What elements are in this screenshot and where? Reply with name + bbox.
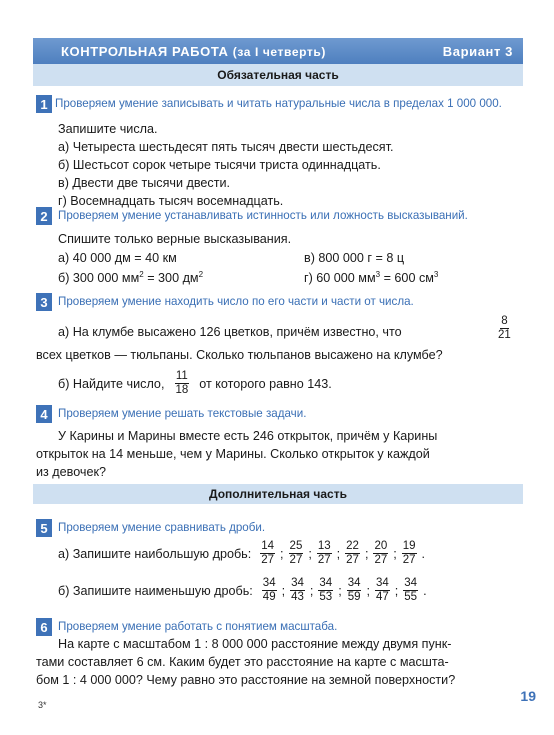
fraction bbox=[290, 577, 305, 604]
fraction bbox=[403, 577, 418, 604]
task-3-b-pre: б) Найдите число, bbox=[58, 376, 165, 391]
denominator: 27 bbox=[317, 554, 331, 566]
denominator: 43 bbox=[291, 591, 304, 603]
fraction bbox=[373, 540, 388, 567]
fraction bbox=[289, 540, 304, 567]
separator: ; bbox=[308, 546, 312, 561]
denominator: 27 bbox=[374, 554, 388, 566]
numerator: 34 bbox=[262, 577, 276, 589]
header-variant: Вариант 3 bbox=[442, 43, 513, 59]
task-1-line: б) Шестьсот сорок четыре тысячи триста одиннадцать. bbox=[58, 158, 381, 172]
task-2-g bbox=[304, 270, 438, 285]
header-quarter: (за I четверть) bbox=[232, 44, 326, 59]
task-3-b-post: от которого равно 143. bbox=[199, 376, 332, 391]
denominator: 27 bbox=[261, 554, 275, 566]
task-5-title: Проверяем умение сравнивать дроби. bbox=[58, 521, 266, 534]
fraction bbox=[260, 540, 275, 567]
task-5-b-fractions bbox=[261, 577, 431, 604]
numerator: 34 bbox=[291, 577, 304, 589]
task-6-line: На карте с масштабом 1 : 8 000 000 расстояние между двумя пунк- bbox=[58, 637, 452, 651]
separator: ; bbox=[336, 546, 341, 561]
task-2-g-left: г) 60 000 мм bbox=[304, 271, 376, 286]
superscript: 2 bbox=[198, 270, 204, 279]
task-5-a-text: а) Запишите наибольшую дробь: bbox=[58, 546, 252, 561]
task-3-b-line bbox=[58, 370, 332, 397]
separator: ; bbox=[393, 546, 397, 561]
fraction bbox=[347, 577, 362, 604]
numerator: 8 bbox=[501, 315, 508, 327]
task-4-title: Проверяем умение решать текстовые задачи. bbox=[58, 407, 307, 420]
task-2-b-right: = 300 дм bbox=[143, 271, 199, 286]
task-3-a-fraction bbox=[497, 315, 512, 342]
task-4-line: открыток на 14 меньше, чем у Марины. Сколько открыток у каждой bbox=[36, 447, 430, 461]
task-3-a-line2: всех цветков — тюльпаны. Сколько тюльпанов высажено на клумбе? bbox=[36, 348, 443, 362]
task-2-b-left: б) 300 000 мм bbox=[58, 271, 140, 286]
numerator: 25 bbox=[289, 540, 303, 552]
task-5-a bbox=[58, 540, 429, 567]
fraction bbox=[345, 540, 360, 567]
task-2-intro: Спишите только верные высказывания. bbox=[58, 232, 292, 246]
section-required-label: Обязательная часть bbox=[217, 68, 339, 82]
separator: . bbox=[423, 583, 427, 598]
denominator: 27 bbox=[289, 554, 303, 566]
task-4-line: У Карины и Марины вместе есть 246 открыток, причём у Карины bbox=[58, 429, 438, 443]
task-1-line: г) Восемнадцать тысяч восемнадцать. bbox=[58, 194, 284, 208]
task-4-number: 4 bbox=[36, 405, 52, 423]
numerator: 34 bbox=[319, 577, 333, 589]
separator: . bbox=[421, 546, 426, 561]
task-2-title: Проверяем умение устанавливать истинность или ложность высказываний. bbox=[58, 209, 468, 222]
section-extra-band bbox=[33, 484, 523, 504]
numerator: 22 bbox=[346, 540, 359, 552]
denominator: 49 bbox=[262, 591, 276, 603]
page-number: 19 bbox=[520, 688, 536, 704]
numerator: 34 bbox=[375, 577, 389, 589]
task-6-line: бом 1 : 4 000 000? Чему равно это расстояние на земной поверхности? bbox=[36, 673, 456, 687]
task-5-b-text: б) Запишите наименьшую дробь: bbox=[58, 583, 253, 598]
task-1-line: Запишите числа. bbox=[58, 122, 158, 136]
task-3-b-fraction bbox=[174, 370, 189, 397]
denominator: 59 bbox=[347, 591, 361, 603]
numerator: 20 bbox=[374, 540, 388, 552]
separator: ; bbox=[309, 583, 314, 598]
task-3-a-line1 bbox=[58, 325, 402, 339]
denominator: 53 bbox=[319, 591, 333, 603]
task-5-a-fractions bbox=[259, 540, 429, 567]
task-6-number: 6 bbox=[36, 618, 52, 636]
denominator: 47 bbox=[375, 591, 389, 603]
task-3-title: Проверяем умение находить число по его части и части от числа. bbox=[58, 295, 414, 308]
separator: ; bbox=[394, 583, 399, 598]
task-3-number: 3 bbox=[36, 293, 52, 311]
task-5-number: 5 bbox=[36, 519, 52, 537]
section-extra-label: Дополнительная часть bbox=[209, 487, 347, 501]
header-title: КОНТРОЛЬНАЯ РАБОТА bbox=[61, 43, 229, 59]
task-3-a-text: а) На клумбе высажено 126 цветков, причём известно, что bbox=[58, 325, 402, 339]
superscript: 2 bbox=[139, 270, 144, 279]
denominator: 21 bbox=[498, 329, 511, 341]
denominator: 27 bbox=[402, 554, 416, 566]
superscript: 3 bbox=[433, 270, 439, 279]
task-1-line: в) Двести две тысячи двести. bbox=[58, 176, 230, 190]
numerator: 19 bbox=[402, 540, 416, 552]
denominator: 27 bbox=[346, 554, 359, 566]
separator: ; bbox=[364, 546, 369, 561]
task-1-line: а) Четыреста шестьдесят пять тысяч двести шестьдесят. bbox=[58, 140, 394, 154]
denominator: 18 bbox=[175, 384, 189, 396]
numerator: 34 bbox=[347, 577, 361, 589]
numerator: 14 bbox=[261, 540, 275, 552]
separator: ; bbox=[366, 583, 370, 598]
task-2-v: в) 800 000 г = 8 ц bbox=[304, 251, 405, 265]
task-5-b bbox=[58, 577, 431, 604]
superscript: 3 bbox=[375, 270, 381, 279]
task-2-a: а) 40 000 дм = 40 км bbox=[58, 251, 177, 265]
header-title-group bbox=[61, 44, 326, 59]
section-required-band bbox=[33, 64, 523, 86]
task-2-number: 2 bbox=[36, 207, 52, 225]
separator: ; bbox=[280, 546, 284, 561]
fraction bbox=[375, 577, 390, 604]
footnote-marker: 3* bbox=[38, 700, 47, 710]
separator: ; bbox=[338, 583, 342, 598]
task-2-b bbox=[58, 270, 203, 285]
numerator: 11 bbox=[175, 370, 188, 382]
task-2-g-right: = 600 см bbox=[380, 271, 434, 286]
numerator: 13 bbox=[317, 540, 331, 552]
task-1-title: Проверяем умение записывать и читать натуральные числа в пределах 1 000 000. bbox=[55, 97, 502, 110]
denominator: 55 bbox=[404, 591, 418, 603]
fraction bbox=[317, 540, 332, 567]
fraction bbox=[402, 540, 417, 567]
task-4-line: из девочек? bbox=[36, 465, 107, 479]
numerator: 34 bbox=[404, 577, 418, 589]
fraction bbox=[262, 577, 277, 604]
fraction bbox=[318, 577, 333, 604]
task-6-title: Проверяем умение работать с понятием масштаба. bbox=[58, 620, 338, 633]
separator: ; bbox=[281, 583, 286, 598]
test-header bbox=[33, 38, 523, 64]
task-6-line: тами составляет 6 см. Каким будет это расстояние на карте с масшта- bbox=[36, 655, 449, 669]
task-1-number: 1 bbox=[36, 95, 52, 113]
